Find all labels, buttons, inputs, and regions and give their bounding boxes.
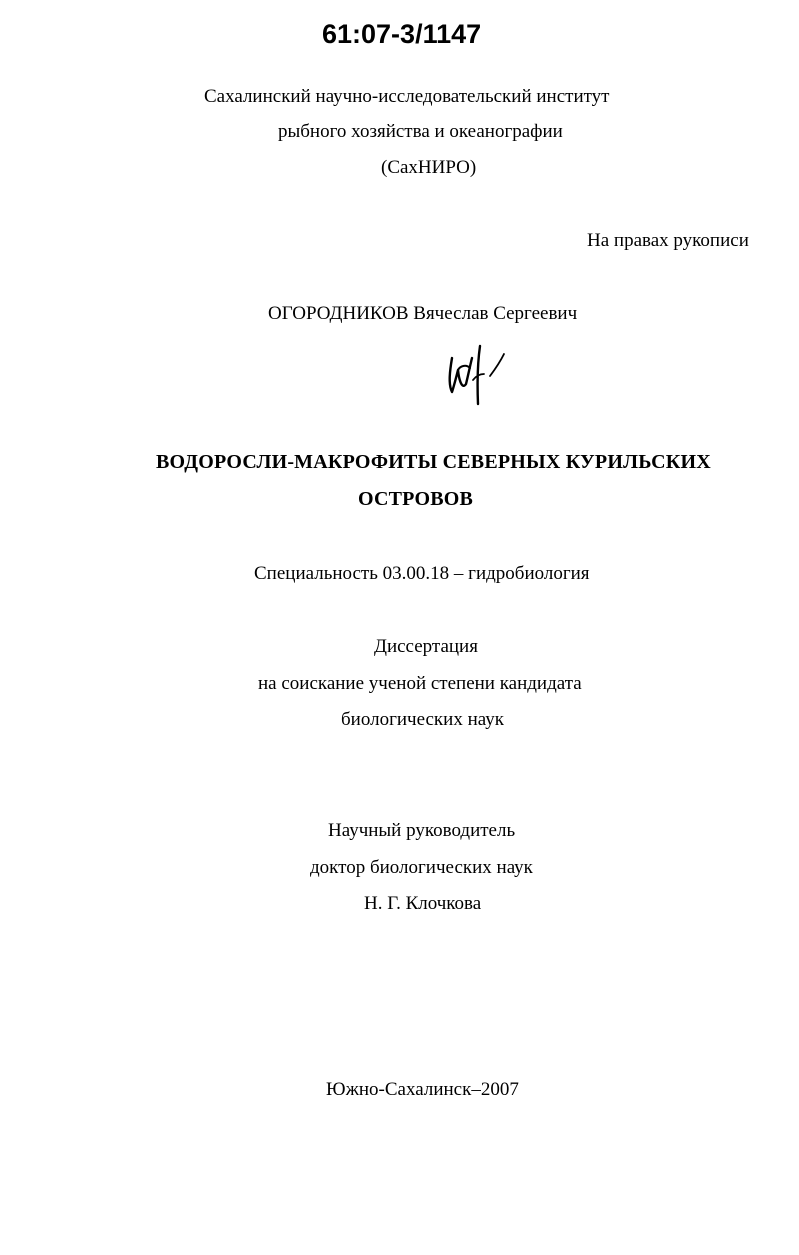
archive-stamp-number: 61:07-3/1147 [322,19,482,49]
institute-abbreviation: (СахНИРО) [381,157,477,178]
degree-line-3: биологических наук [341,709,504,730]
place-and-year: Южно-Сахалинск–2007 [326,1079,519,1100]
specialty-code: Специальность 03.00.18 – гидробиология [254,563,590,584]
degree-line-1: Диссертация [374,636,478,657]
author-signature [440,340,520,408]
supervisor-degree: доктор биологических наук [310,857,533,878]
manuscript-rights-note: На правах рукописи [587,230,749,251]
supervisor-label: Научный руководитель [328,820,516,841]
institute-line-2: рыбного хозяйства и океанографии [278,121,563,142]
institute-line-1: Сахалинский научно-исследовательский институт [204,86,610,107]
author-name: ОГОРОДНИКОВ Вячеслав Сергеевич [268,303,578,324]
dissertation-title-line-1: ВОДОРОСЛИ-МАКРОФИТЫ СЕВЕРНЫХ КУРИЛЬСКИХ [156,451,711,473]
dissertation-title-line-2: ОСТРОВОВ [358,488,474,510]
supervisor-name: Н. Г. Клочкова [364,893,482,914]
degree-line-2: на соискание ученой степени кандидата [258,673,582,694]
